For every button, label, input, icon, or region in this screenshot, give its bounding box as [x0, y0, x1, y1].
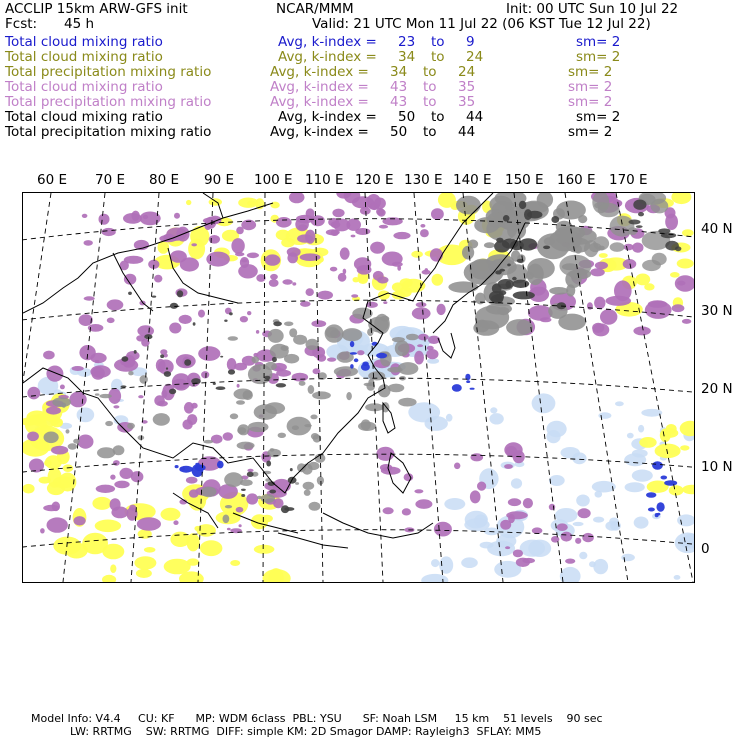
- latitude-tick-label: 0: [701, 541, 710, 557]
- legend-avg: Avg, k-index =: [270, 94, 369, 110]
- model-title: ACCLIP 15km ARW-GFS init: [5, 1, 188, 17]
- physics-info-line: LW: RRTMG SW: RRTMG DIFF: simple KM: 2D Smagor DAMP: Rayleigh3 SFLAY: MM5: [70, 725, 542, 738]
- legend-smooth: sm= 2: [576, 49, 621, 65]
- coastline: [438, 333, 455, 358]
- legend-k-end: 9: [466, 34, 475, 50]
- legend-smooth: sm= 2: [576, 34, 621, 50]
- legend-k-end: 35: [458, 79, 476, 95]
- legend-smooth: sm= 2: [568, 79, 613, 95]
- longitude-tick-label: 160 E: [557, 172, 596, 188]
- coastline: [323, 513, 433, 538]
- forecast-label: Fcst:: [5, 16, 38, 32]
- legend-row: [5, 64, 735, 79]
- legend-k-end: 24: [466, 49, 484, 65]
- legend-field: Total cloud mixing ratio: [5, 109, 163, 125]
- map-panel: [22, 192, 695, 583]
- legend-field: Total precipitation mixing ratio: [5, 124, 212, 140]
- legend-k-start: 50: [390, 124, 408, 140]
- longitude-tick-label: 120 E: [355, 172, 394, 188]
- longitude-tick-label: 60 E: [37, 172, 67, 188]
- center-label: NCAR/MMM: [276, 1, 354, 17]
- longitude-tick-label: 140 E: [453, 172, 492, 188]
- legend-to: to: [423, 79, 437, 95]
- legend-field: Total cloud mixing ratio: [5, 49, 163, 65]
- legend-k-start: 34: [398, 49, 416, 65]
- legend-k-start: 43: [390, 94, 408, 110]
- legend-avg: Avg, k-index =: [270, 64, 369, 80]
- legend-smooth: sm= 2: [568, 64, 613, 80]
- latitude-tick-label: 30 N: [701, 303, 733, 319]
- legend-field: Total precipitation mixing ratio: [5, 94, 212, 110]
- legend-field: Total cloud mixing ratio: [5, 34, 163, 50]
- legend-field: Total cloud mixing ratio: [5, 79, 163, 95]
- legend-k-start: 34: [390, 64, 408, 80]
- legend-avg: Avg, k-index =: [278, 34, 377, 50]
- longitude-tick-label: 150 E: [505, 172, 544, 188]
- legend-to: to: [431, 109, 445, 125]
- legend-to: to: [431, 34, 445, 50]
- legend-to: to: [423, 64, 437, 80]
- valid-time: Valid: 21 UTC Mon 11 Jul 22 (06 KST Tue 12 Jul 22): [312, 16, 651, 32]
- longitude-tick-label: 110 E: [305, 172, 344, 188]
- model-info-line: Model Info: V4.4 CU: KF MP: WDM 6class PBL: YSU SF: Noah LSM 15 km 51 levels 90 sec: [31, 712, 603, 725]
- latitude-line: [23, 378, 694, 398]
- map-canvas: [23, 193, 694, 582]
- longitude-tick-label: 170 E: [609, 172, 648, 188]
- legend-avg: Avg, k-index =: [278, 49, 377, 65]
- legend-avg: Avg, k-index =: [270, 124, 369, 140]
- legend-to: to: [431, 49, 445, 65]
- longitude-tick-label: 100 E: [254, 172, 293, 188]
- legend-k-end: 44: [466, 109, 484, 125]
- legend-row: [5, 34, 735, 49]
- legend-row: [5, 49, 735, 64]
- legend-k-start: 50: [398, 109, 416, 125]
- legend-row: [5, 94, 735, 109]
- latitude-tick-label: 10 N: [701, 459, 733, 475]
- legend-smooth: sm= 2: [568, 124, 613, 140]
- legend-row: [5, 124, 735, 139]
- legend-smooth: sm= 2: [568, 94, 613, 110]
- longitude-tick-label: 90 E: [204, 172, 234, 188]
- legend-k-end: 35: [458, 94, 476, 110]
- legend-k-start: 43: [390, 79, 408, 95]
- legend-to: to: [423, 124, 437, 140]
- longitude-tick-label: 80 E: [149, 172, 179, 188]
- legend-row: [5, 109, 735, 124]
- legend-k-end: 44: [458, 124, 476, 140]
- coastline: [278, 533, 348, 548]
- legend-avg: Avg, k-index =: [270, 79, 369, 95]
- forecast-hours: 45 h: [64, 16, 95, 32]
- legend-field: Total precipitation mixing ratio: [5, 64, 212, 80]
- legend-to: to: [423, 94, 437, 110]
- legend-smooth: sm= 2: [576, 109, 621, 125]
- legend-row: [5, 79, 735, 94]
- latitude-tick-label: 20 N: [701, 381, 733, 397]
- legend-k-start: 23: [398, 34, 416, 50]
- init-time: Init: 00 UTC Sun 10 Jul 22: [506, 1, 679, 17]
- longitude-tick-label: 130 E: [404, 172, 443, 188]
- legend-k-end: 24: [458, 64, 476, 80]
- latitude-tick-label: 40 N: [701, 221, 733, 237]
- legend-avg: Avg, k-index =: [278, 109, 377, 125]
- longitude-tick-label: 70 E: [95, 172, 125, 188]
